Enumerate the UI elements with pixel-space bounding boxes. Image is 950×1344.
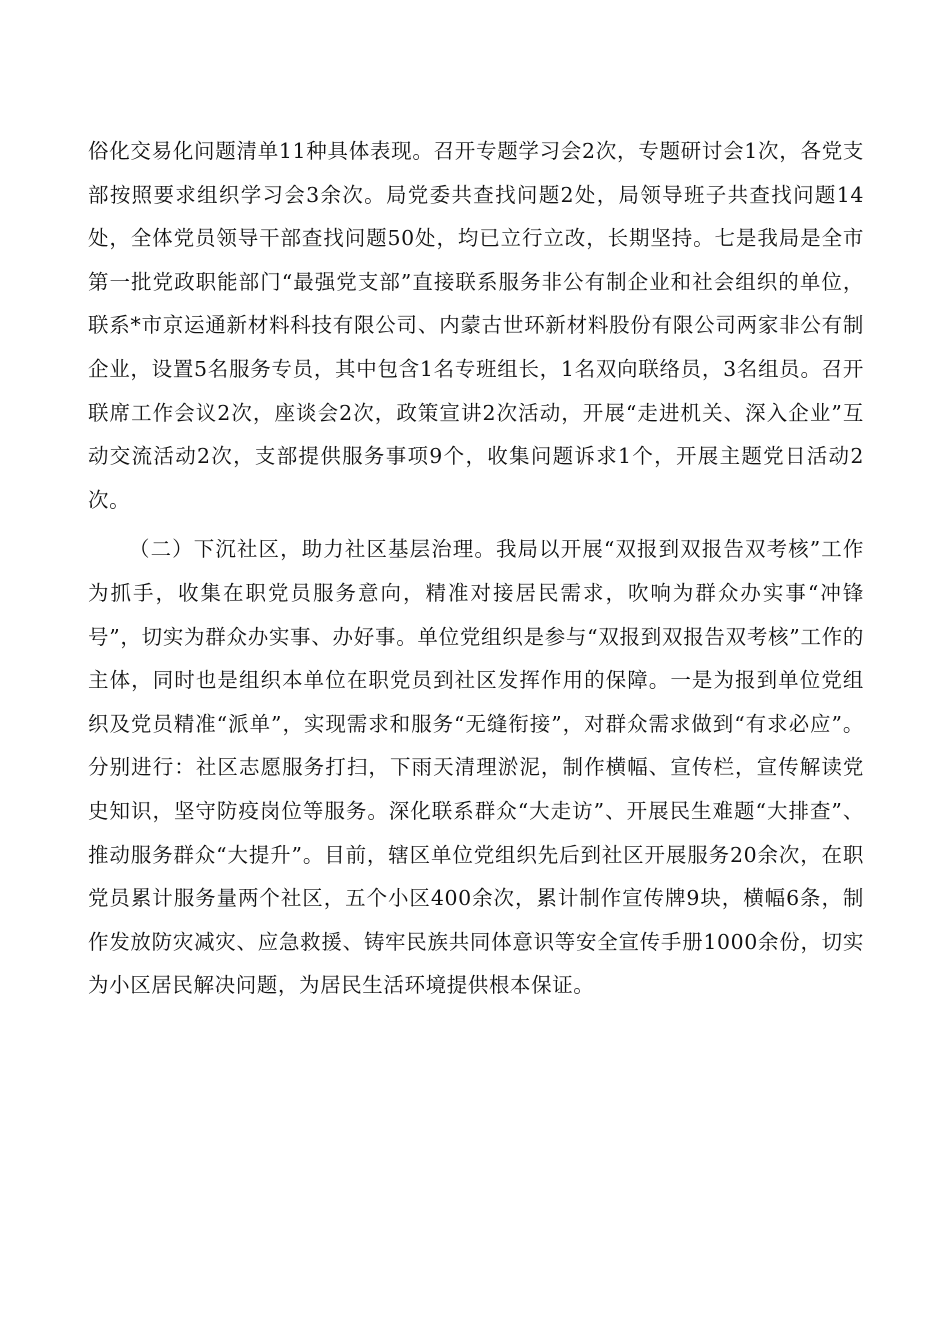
document-body (88, 130, 864, 1008)
paragraph-continued: 俗化交易化问题清单11种具体表现。召开专题学习会2次，专题研讨会1次，各党支部按照要求组织学习会3余次。局党委共查找问题2处，局领导班子共查找问题14处，全体党员领导干部查找问题50处，均已立行立改，长期坚持。七是我局是全市第一批党政职能部门“最强党支部”直接联系服务非公有制企业和社会组织的单位，联系*市京运通新材料科技有限公司、内蒙古世环新材料股份有限公司两家非公有制企业，设置5名服务专员，其中包含1名专班组长，1名双向联络员，3名组员。召开联席工作会议2次，座谈会2次，政策宣讲2次活动，开展“走进机关、深入企业”互动交流活动2次，支部提供服务事项9个，收集问题诉求1个，开展主题党日活动2次。 (88, 139, 864, 512)
paragraph-section-two: （二）下沉社区，助力社区基层治理。我局以开展“双报到双报告双考核”工作为抓手，收集在职党员服务意向，精准对接居民需求，吹响为群众办实事“冲锋号”，切实为群众办实事、办好事。单位党组织是参与“双报到双报告双考核”工作的主体，同时也是组织本单位在职党员到社区发挥作用的保障。一是为报到单位党组织及党员精准“派单”，实现需求和服务“无缝衔接”，对群众需求做到“有求必应”。分别进行：社区志愿服务打扫，下雨天清理淤泥，制作横幅、宣传栏，宣传解读党史知识，坚守防疫岗位等服务。深化联系群众“大走访”、开展民生难题“大排查”、推动服务群众“大提升”。目前，辖区单位党组织先后到社区开展服务20余次，在职党员累计服务量两个社区，五个小区400余次，累计制作宣传牌9块，横幅6条，制作发放防灾减灾、应急救援、铸牢民族共同体意识等安全宣传手册1000余份，切实为小区居民解决问题，为居民生活环境提供根本保证。 (88, 537, 864, 998)
